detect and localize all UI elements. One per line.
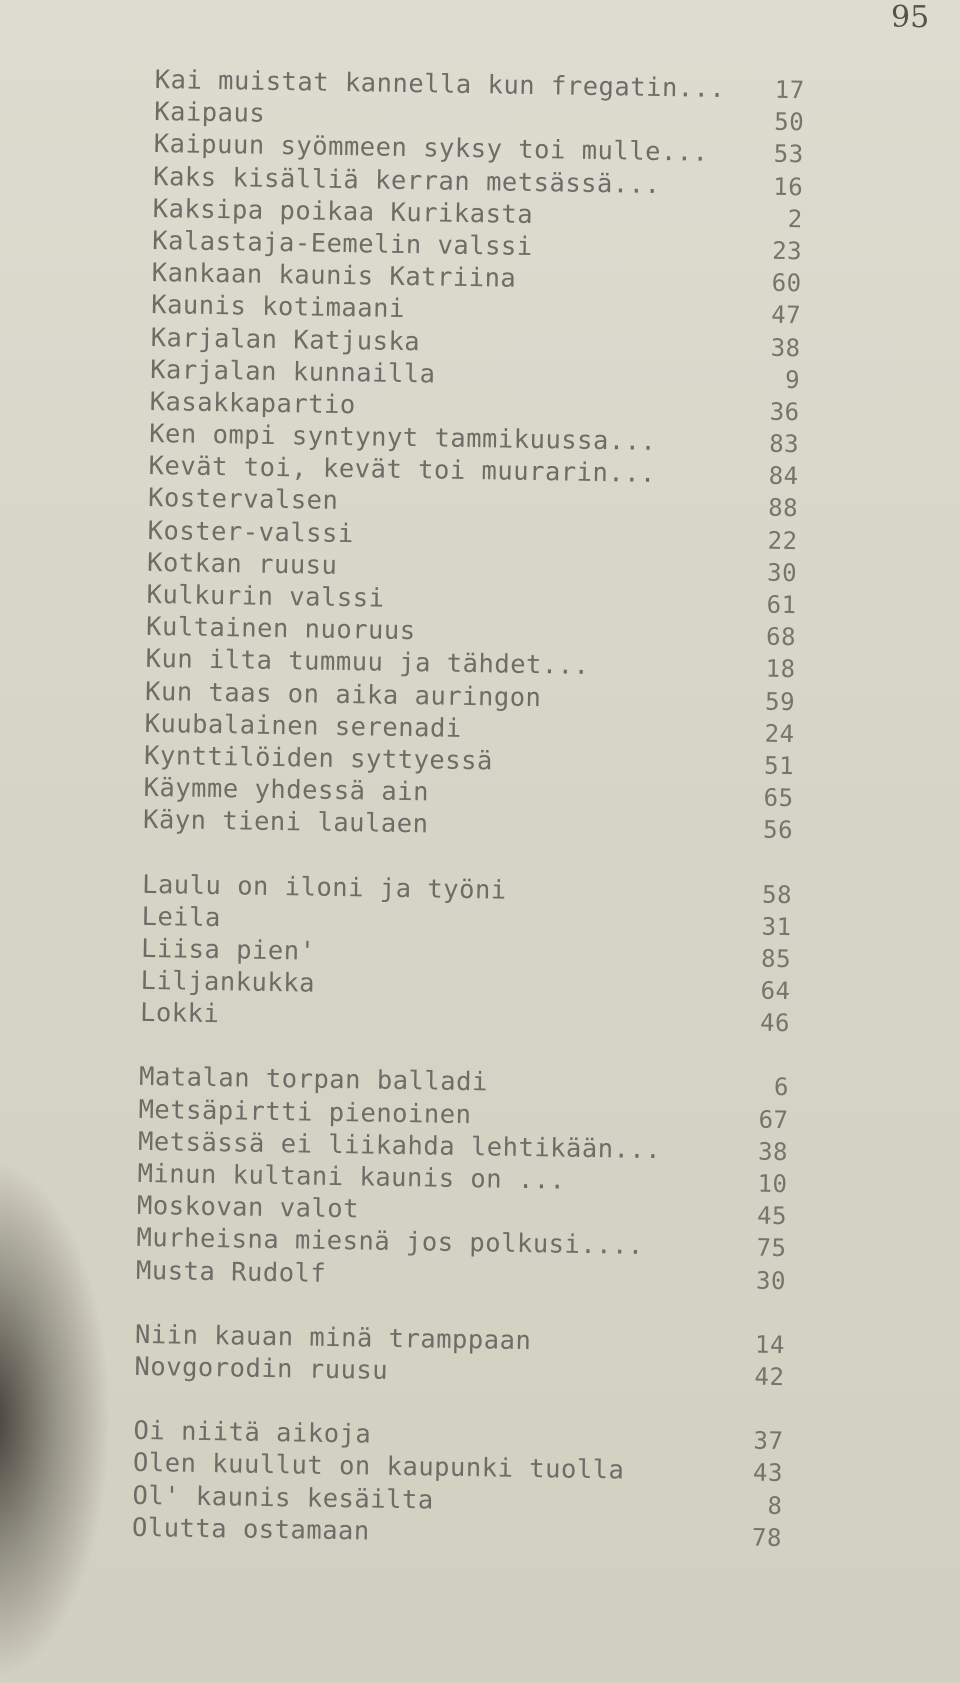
song-title: Olen kuullut on kaupunki tuolla xyxy=(132,1448,625,1486)
song-page-number: 75 xyxy=(756,1233,787,1263)
song-title: Kynttilöiden syttyessä xyxy=(143,740,494,777)
index-group xyxy=(136,1061,789,1296)
song-title: Käymme yhdessä ain xyxy=(143,773,430,808)
song-title: Matalan torpan balladi xyxy=(138,1062,489,1098)
song-title: Kulkurin valssi xyxy=(146,579,385,614)
song-title: Moskovan valot xyxy=(136,1191,360,1225)
song-title: Lokki xyxy=(139,998,220,1030)
song-page-number: 46 xyxy=(759,1008,791,1038)
song-title: Olutta ostamaan xyxy=(131,1512,371,1547)
song-title: Metsäpirtti pienoinen xyxy=(138,1094,472,1130)
song-index-list xyxy=(131,64,805,1586)
song-title: Ken ompi syntynyt tammikuussa... xyxy=(148,419,657,457)
song-page-number: 84 xyxy=(768,461,799,491)
song-page-number: 2 xyxy=(787,204,803,233)
index-group xyxy=(134,1319,785,1394)
song-title: Oi niitä aikoja xyxy=(133,1415,372,1450)
song-page-number: 83 xyxy=(768,429,800,459)
song-page-number: 24 xyxy=(764,719,795,748)
song-page-number: 47 xyxy=(771,301,802,330)
song-title: Kotkan ruusu xyxy=(146,547,338,581)
song-title: Kaks kisälliä kerran metsässä... xyxy=(152,161,661,200)
song-page-number: 8 xyxy=(767,1491,783,1520)
song-page-number: 68 xyxy=(765,622,797,652)
song-title: Musta Rudolf xyxy=(135,1255,327,1289)
song-title: Leila xyxy=(141,901,222,933)
song-page-number: 30 xyxy=(766,558,798,587)
song-page-number: 78 xyxy=(751,1523,783,1552)
song-title: Kaipuun syömmeen syksy toi mulle... xyxy=(153,129,709,169)
song-page-number: 22 xyxy=(767,526,798,555)
song-page-number: 14 xyxy=(754,1330,786,1359)
song-page-number: 18 xyxy=(765,655,796,684)
song-page-number: 38 xyxy=(770,333,801,362)
song-page-number: 64 xyxy=(760,976,791,1006)
song-page-number: 67 xyxy=(758,1105,789,1134)
song-title: Kevät toi, kevät toi muurarin... xyxy=(148,451,657,490)
song-page-number: 6 xyxy=(773,1073,790,1102)
song-title: Kaunis kotimaani xyxy=(150,290,406,325)
song-title: Niin kauan minä tramppaan xyxy=(134,1319,532,1356)
song-title: Kostervalsen xyxy=(147,483,339,517)
song-title: Metsässä ei liikahda lehtikään... xyxy=(137,1126,662,1165)
song-page-number: 31 xyxy=(761,912,792,941)
song-page-number: 38 xyxy=(757,1137,789,1166)
song-title: Kai muistat kannella kun fregatin... xyxy=(154,64,726,104)
song-page-number: 42 xyxy=(754,1362,785,1391)
song-title: Karjalan kunnailla xyxy=(149,354,436,390)
song-page-number: 30 xyxy=(755,1266,787,1295)
song-page-number: 51 xyxy=(763,751,795,781)
song-title: Liljankukka xyxy=(140,965,316,999)
song-title: Kun taas on aika auringon xyxy=(144,676,542,713)
song-page-number: 61 xyxy=(766,590,797,620)
song-title: Novgorodin ruusu xyxy=(134,1351,389,1386)
index-group xyxy=(143,64,805,847)
song-title: Kuubalainen serenadi xyxy=(144,708,462,744)
song-title: Kankaan kaunis Katriina xyxy=(151,258,517,294)
song-page-number: 60 xyxy=(771,268,802,298)
index-group xyxy=(140,868,792,1039)
song-title: Kultainen nuoruus xyxy=(145,612,416,647)
song-title: Kaksipa poikaa Kurikasta xyxy=(152,193,534,230)
song-page-number: 9 xyxy=(784,365,801,394)
song-title: Liisa pien' xyxy=(140,933,316,967)
page-number: 95 xyxy=(891,0,930,35)
song-page-number: 88 xyxy=(767,494,799,523)
song-title: Kun ilta tummuu ja tähdet... xyxy=(145,644,590,682)
song-page-number: 56 xyxy=(762,815,794,845)
song-page-number: 85 xyxy=(760,944,792,973)
song-title: Koster-valssi xyxy=(147,515,354,549)
song-page-number: 45 xyxy=(756,1201,788,1231)
song-page-number: 50 xyxy=(774,107,805,137)
song-title: Kaipaus xyxy=(154,97,266,129)
song-title: Minun kultani kaunis on ... xyxy=(137,1158,566,1196)
song-page-number: 43 xyxy=(752,1458,784,1488)
song-page-number: 65 xyxy=(763,783,794,813)
song-page-number: 16 xyxy=(773,172,804,201)
song-page-number: 58 xyxy=(761,880,793,909)
song-title: Karjalan Katjuska xyxy=(150,322,421,357)
song-page-number: 17 xyxy=(774,75,805,105)
song-page-number: 10 xyxy=(757,1169,788,1199)
song-title: Kasakkapartio xyxy=(149,386,356,421)
song-page-number: 59 xyxy=(764,687,796,716)
song-page-number: 36 xyxy=(769,397,800,427)
song-title: Murheisna miesnä jos polkusi.... xyxy=(136,1223,645,1262)
song-title: Laulu on iloni ja työni xyxy=(141,869,507,906)
song-title: Kalastaja-Eemelin valssi xyxy=(151,225,533,262)
song-title: Käyn tieni laulaen xyxy=(142,805,429,840)
index-group xyxy=(132,1415,784,1554)
song-page-number: 23 xyxy=(772,236,803,266)
song-page-number: 37 xyxy=(753,1426,784,1456)
song-title: Ol' kaunis kesäilta xyxy=(132,1480,434,1516)
song-page-number: 53 xyxy=(773,140,804,169)
